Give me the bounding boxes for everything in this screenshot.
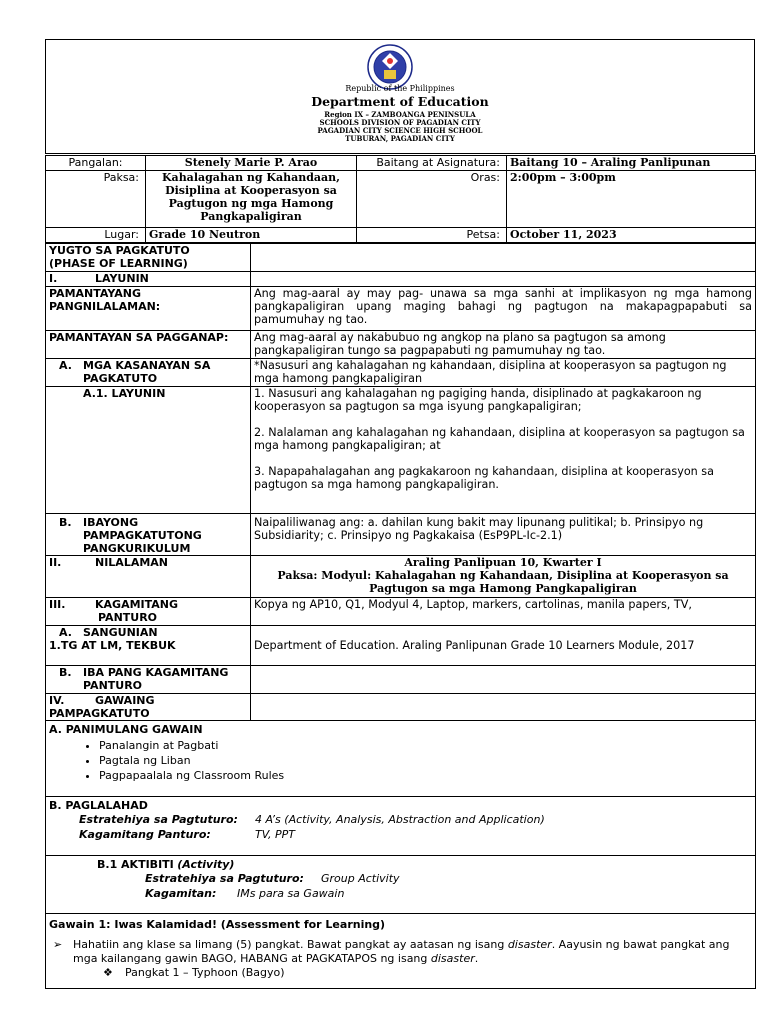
paglalahad-heading: B. PAGLALAHAD (49, 799, 148, 812)
ibayong-label: B. IBAYONG PAMPAGKATUTONG PANGKURIKULUM (46, 514, 251, 556)
pamantayang-text: Ang mag-aaral ay may pag- unawa sa mga sanhi at implikasyon ng mga hamong pangkapaligiran upang maging bahagi ng pagtugon na makapagpapabuti sa pamumuhay ng tao. (251, 287, 756, 331)
diamond-bullet-icon: ❖ (103, 966, 113, 979)
time-label: Oras: (357, 171, 507, 228)
gawaing-heading: IV. GAWAING PAMPAGKATUTO (46, 694, 251, 721)
nilalaman-content: Araling Panlipuan 10, Kwarter I Paksa: Modyul: Kahalagahan ng Kahandaan, Disiplina at Kooperasyon sa Pagtugon sa mga Hamong Pangkapaligiran (251, 556, 756, 598)
phase-label: YUGTO SA PAGKATUTO (PHASE OF LEARNING) (46, 244, 251, 272)
layunin-heading: I. LAYUNIN (46, 272, 251, 287)
place-value: Grade 10 Neutron (146, 228, 357, 243)
arrow-bullet-icon: ➢ (53, 938, 63, 951)
nilalaman-heading: II. NILALAMAN (46, 556, 251, 598)
kasanayan-label: A. MGA KASANAYAN SA PAGKATUTO (46, 359, 251, 387)
objective-2: 2. Nalalaman ang kahalagahan ng kahandaan, disiplina at kooperasyon sa pagtugon sa mga hamong pangkapaligiran; at (254, 426, 745, 452)
region-line: Region IX – ZAMBOANGA PENINSULA (324, 110, 476, 119)
place-label: Lugar: (46, 228, 146, 243)
document-header (45, 39, 755, 154)
panimula-list (49, 738, 752, 783)
objective-1: 1. Nasusuri ang kahalagahan ng pagiging handa, disiplinado at pagkakaroon ng kooperasyon sa pagtugon sa mga isyung pangkapaligiran; (254, 387, 702, 413)
lesson-table (45, 243, 756, 989)
gawain1-title: Gawain 1: Iwas Kalamidad! (Assessment for Learning) (49, 918, 386, 931)
panimula-section (46, 721, 756, 797)
republic-line: Republic of the Philippines (345, 84, 455, 93)
pagganap-text: Ang mag-aaral ay nakabubuo ng angkop na plano sa pagtugon sa among pangkapaligiran tungo sa pagpapabuti ng pamumuhay ng tao. (251, 331, 756, 359)
name-value: Stenely Marie P. Arao (146, 156, 357, 171)
panimula-heading: A. PANIMULANG GAWAIN (49, 723, 203, 736)
kasanayan-text: *Nasusuri ang kahalagahan ng kahandaan, disiplina at kooperasyon sa pagtugon ng mga hamong pangkapaligiran (251, 359, 756, 387)
gawain1-section: Gawain 1: Iwas Kalamidad! (Assessment for Learning) ➢ Hahatiin ang klase sa limang (5) pangkat. Bawat pangkat ay aatasan ng isang disaster. Aayusin ng bawat pangkat ang mga kailangang gawin BAGO, HABANG at PAGKATAPOS ng isang disaster. ❖ Pangkat 1 – Typhoon (Bagyo) (46, 914, 756, 989)
iba-label: B. IBA PANG KAGAMITANG PANTURO (46, 666, 251, 694)
address-line: TUBURAN, PAGADIAN CITY (345, 134, 455, 143)
list-item: • Panalangin at Pagbati (99, 738, 752, 753)
pamantayang-label: PAMANTAYANG PANGNILALAMAN: (46, 287, 251, 331)
topic-value: Kahalagahan ng Kahandaan, Disiplina at Kooperasyon sa Pagtugon ng mga Hamong Pangkapaligiran (146, 171, 357, 228)
date-value: October 11, 2023 (507, 228, 756, 243)
school-line: PAGADIAN CITY SCIENCE HIGH SCHOOL (317, 126, 483, 135)
list-item: • Pagpapaalala ng Classroom Rules (99, 768, 752, 783)
lesson-plan-page (45, 39, 755, 989)
date-label: Petsa: (357, 228, 507, 243)
sangunian-text: Department of Education. Araling Panlipunan Grade 10 Learners Module, 2017 (251, 626, 756, 666)
grade-value: Baitang 10 – Araling Panlipunan (507, 156, 756, 171)
sangunian-label: A. SANGUNIAN 1.TG AT LM, TEKBUK (46, 626, 251, 666)
list-item: • Pagtala ng Liban (99, 753, 752, 768)
a1-label: A.1. LAYUNIN (46, 387, 251, 514)
ibayong-text: Naipaliliwanag ang: a. dahilan kung bakit may lipunang pulitikal; b. Prinsipyo ng Subsidiarity; c. Prinsipyo ng Pagkakaisa (EsP9PL-Ic-2.1) (251, 514, 756, 556)
a1-objectives (251, 387, 756, 514)
topic-label: Paksa: (46, 171, 146, 228)
time-value: 2:00pm – 3:00pm (507, 171, 756, 228)
phase-value (251, 244, 756, 272)
group-1: Pangkat 1 – Typhoon (Bagyo) (125, 966, 285, 979)
objective-3: 3. Napapahalagahan ang pagkakaroon ng kahandaan, disiplina at kooperasyon sa pagtugon sa mga hamong pangkapaligiran. (254, 465, 714, 491)
kagamitang-text: Kopya ng AP10, Q1, Modyul 4, Laptop, markers, cartolinas, manila papers, TV, (251, 598, 756, 626)
info-table (45, 155, 756, 243)
aktibiti-section: B.1 AKTIBITI (Activity) Estratehiya sa Pagtuturo: Group Activity Kagamitan: IMs para sa Gawain (46, 856, 756, 914)
grade-label: Baitang at Asignatura: (357, 156, 507, 171)
department-line: Department of Education (311, 94, 489, 109)
paglalahad-section: B. PAGLALAHAD Estratehiya sa Pagtuturo: 4 A’s (Activity, Analysis, Abstraction and Application) Kagamitang Panturo: TV, PPT (46, 797, 756, 856)
kagamitang-heading: III. KAGAMITANG PANTURO (46, 598, 251, 626)
division-line: SCHOOLS DIVISION OF PAGADIAN CITY (319, 118, 481, 127)
name-label: Pangalan: (46, 156, 146, 171)
pagganap-label: PAMANTAYAN SA PAGGANAP: (46, 331, 251, 359)
